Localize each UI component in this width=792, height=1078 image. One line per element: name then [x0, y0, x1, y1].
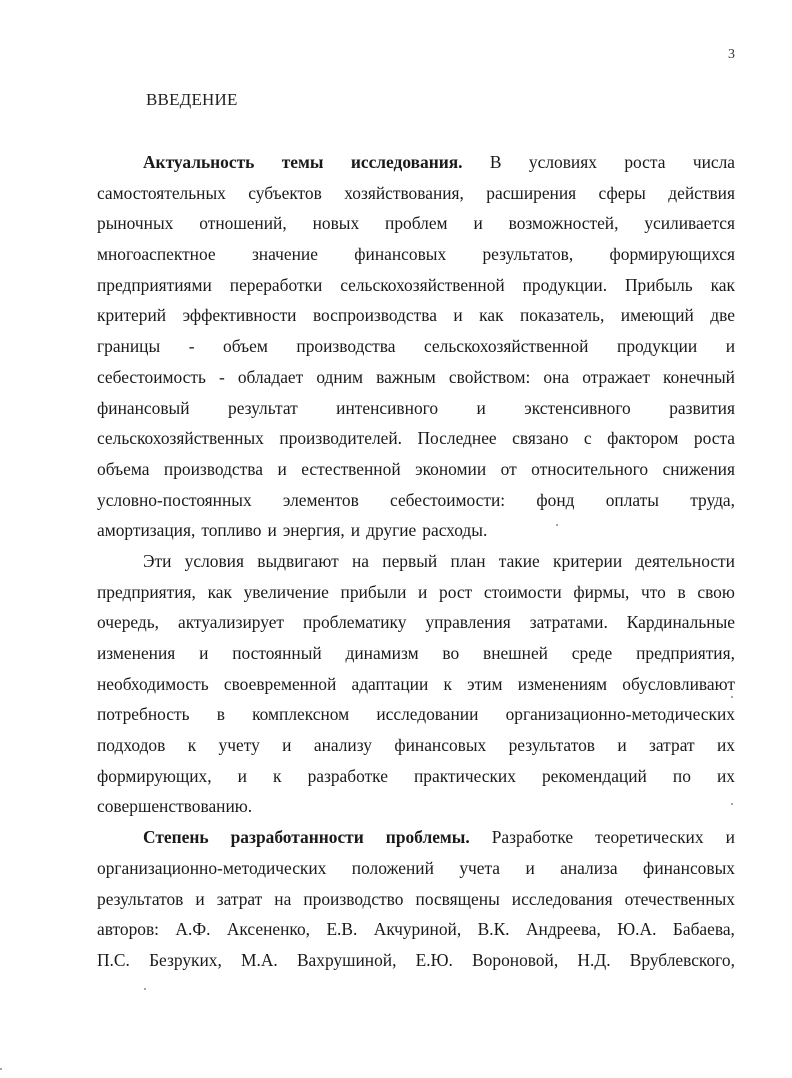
text-line: [97, 822, 735, 853]
word: финансовый: [97, 397, 190, 418]
word: роста: [693, 428, 735, 449]
word: важным: [376, 366, 436, 387]
word: и: [453, 305, 463, 326]
word: переработки: [229, 274, 323, 295]
word: П.С.: [97, 949, 130, 970]
word: многоаспектное: [97, 244, 216, 265]
word: как: [479, 305, 504, 326]
word: и: [473, 213, 483, 234]
word: и: [195, 888, 205, 909]
word: обладает: [237, 366, 304, 387]
word: что: [641, 581, 666, 602]
word: фонд: [536, 489, 575, 510]
word: как: [710, 274, 735, 295]
word: продукции.: [522, 274, 608, 295]
word: границы: [97, 336, 161, 357]
word: управления: [425, 612, 511, 633]
word: финансовых: [394, 735, 487, 756]
word: амортизация,: [97, 520, 196, 541]
word: производства: [163, 458, 263, 479]
word: проблем: [385, 213, 448, 234]
word: объем: [223, 336, 268, 357]
word: Кардинальные: [626, 612, 735, 633]
word: к: [187, 735, 197, 756]
word: обусловливают: [622, 673, 735, 694]
word: этим: [467, 673, 503, 694]
word: энергия,: [282, 520, 345, 541]
text-line: [97, 669, 735, 700]
word: Вахрушиной,: [296, 949, 397, 970]
word: такие: [498, 550, 540, 571]
word: исследовании: [376, 704, 479, 725]
word: рекомендаций: [541, 765, 647, 786]
word: к: [443, 673, 452, 694]
word: производителей.: [279, 428, 403, 449]
text-line: [97, 515, 735, 546]
document-body: [97, 147, 735, 976]
word: экстенсивного: [524, 397, 631, 418]
word: интенсивного: [336, 397, 439, 418]
word: совершенствованию.: [97, 796, 253, 817]
word: анализу: [313, 735, 372, 756]
word: прибыли: [340, 581, 407, 602]
word: и: [237, 765, 247, 786]
word: затрат: [216, 888, 263, 909]
word: затратами.: [529, 612, 608, 633]
word: воспроизводства: [312, 305, 437, 326]
word: результатов: [508, 735, 595, 756]
word: отражает: [582, 366, 650, 387]
text-line: [97, 239, 735, 270]
text-line: [97, 147, 735, 178]
word: во: [442, 643, 460, 663]
word: проблематику: [302, 612, 407, 633]
word: их: [716, 765, 735, 786]
word: Безруких,: [149, 949, 222, 970]
word: учета: [459, 857, 501, 878]
word: рост: [439, 581, 473, 602]
text-line: [97, 914, 735, 945]
word: отношений,: [199, 213, 287, 234]
word: Андреева,: [525, 919, 601, 940]
word: Е.Ю.: [415, 949, 453, 970]
bold-lead-word: проблемы.: [385, 827, 470, 848]
word: практических: [413, 765, 516, 786]
word: расширения: [486, 182, 577, 203]
word: критерии: [553, 550, 623, 571]
word: Акчуриной,: [373, 919, 462, 940]
word: Разработке: [491, 827, 574, 848]
word: М.А.: [241, 949, 278, 970]
word: числа: [692, 152, 735, 172]
word: Эти: [143, 550, 172, 571]
word: положений: [351, 857, 434, 878]
word: эффективности: [182, 305, 297, 326]
word: критерий: [97, 305, 167, 326]
word: фактором: [607, 428, 679, 449]
text-line: [97, 454, 735, 485]
word: постоянный: [232, 643, 322, 663]
word: конечный: [663, 366, 735, 387]
word: на: [274, 888, 292, 909]
word: хозяйствования,: [344, 182, 464, 203]
word: динамизм: [345, 643, 419, 663]
word: Н.Д.: [577, 949, 611, 970]
bold-lead-word: Актуальность: [143, 152, 255, 172]
word: одним: [316, 366, 364, 387]
word: самостоятельных: [97, 182, 226, 203]
word: стоимости: [483, 581, 562, 602]
section-heading: ВВЕДЕНИЕ: [146, 90, 238, 109]
word: по: [672, 765, 691, 786]
word: первый: [382, 550, 438, 571]
word: увеличение: [243, 581, 329, 602]
word: и: [476, 397, 486, 418]
paragraph: [97, 546, 735, 822]
text-line: [97, 761, 735, 792]
word: экономии: [415, 458, 487, 479]
word: внешней: [483, 643, 548, 663]
word: теоретических: [595, 827, 704, 848]
word: авторов:: [97, 919, 159, 940]
text-line: [97, 638, 735, 669]
word: рыночных: [97, 213, 174, 234]
word: организационно-методических: [97, 857, 327, 878]
word: с: [583, 428, 592, 449]
word: Врублевского,: [629, 949, 735, 970]
word: производство: [303, 888, 404, 909]
word: формирующих,: [97, 765, 212, 786]
text-line: [97, 546, 735, 577]
word: их: [716, 735, 735, 756]
word: имеющий: [620, 305, 694, 326]
word: оплаты: [605, 489, 659, 510]
word: в: [216, 704, 225, 725]
scan-artifact: [144, 988, 146, 990]
text-line: [97, 699, 735, 730]
page-number: 3: [728, 47, 735, 62]
word: и: [282, 735, 292, 756]
word: связано: [512, 428, 569, 449]
word: выдвигают: [257, 550, 339, 571]
word: Прибыль: [624, 274, 693, 295]
word: и: [725, 336, 735, 357]
word: Вороновой,: [472, 949, 559, 970]
word: предприятия,: [636, 643, 735, 663]
word: значение: [251, 244, 318, 265]
word: и: [725, 827, 735, 848]
text-line: [97, 300, 735, 331]
word: А.Ф.: [175, 919, 211, 940]
text-line: [97, 362, 735, 393]
word: в: [677, 581, 686, 602]
text-line: [97, 791, 735, 822]
word: отечественных: [624, 888, 735, 909]
word: В: [489, 152, 502, 172]
word: организационно-методических: [505, 704, 735, 725]
word: очередь,: [97, 612, 160, 633]
word: новых: [312, 213, 360, 234]
word: и: [199, 643, 209, 663]
word: условия: [184, 550, 244, 571]
word: результат: [228, 397, 298, 418]
text-line: [97, 423, 735, 454]
word: Е.В.: [326, 919, 358, 940]
word: показатель,: [520, 305, 605, 326]
word: и: [418, 581, 428, 602]
word: своевременной: [223, 673, 337, 694]
word: -: [188, 336, 195, 357]
word: сферы: [598, 182, 646, 203]
word: деятельности: [635, 550, 735, 571]
word: необходимость: [97, 673, 209, 694]
word: Последнее: [417, 428, 497, 449]
text-line: [97, 393, 735, 424]
word: действия: [668, 182, 735, 203]
word: она: [543, 366, 570, 387]
word: комплексном: [252, 704, 350, 725]
word: и: [525, 857, 535, 878]
word: развития: [669, 397, 735, 418]
word: от: [500, 458, 517, 479]
text-line: [97, 884, 735, 915]
word: потребность: [97, 704, 190, 725]
word: расходы.: [422, 520, 488, 541]
word: топливо: [201, 520, 262, 541]
word: свойством:: [448, 366, 531, 387]
word: роста: [624, 152, 666, 172]
word: адаптации: [351, 673, 429, 694]
word: актуализирует: [177, 612, 285, 633]
text-line: [97, 607, 735, 638]
word: финансовых: [354, 244, 447, 265]
word: продукции: [617, 336, 698, 357]
word: сельскохозяйственной: [424, 336, 589, 357]
word: результатов,: [482, 244, 574, 265]
word: анализа: [560, 857, 618, 878]
word: учету: [218, 735, 260, 756]
word: фирмы,: [573, 581, 630, 602]
word: две: [710, 305, 735, 326]
word: изменениям: [517, 673, 608, 694]
word: условно-постоянных: [97, 489, 252, 510]
word: как: [207, 581, 232, 602]
word: и: [267, 520, 277, 541]
word: снижения: [662, 458, 735, 479]
text-line: [97, 730, 735, 761]
word: формирующихся: [609, 244, 735, 265]
word: и: [350, 520, 361, 541]
text-line: [97, 577, 735, 608]
word: условиях: [528, 152, 597, 172]
word: подходов: [97, 735, 166, 756]
word: и: [277, 458, 287, 479]
word: себестоимости:: [390, 489, 506, 510]
word: Ю.А.: [617, 919, 657, 940]
bold-lead-word: разработанности: [230, 827, 364, 848]
word: предприятиями: [97, 274, 212, 295]
text-line: [97, 485, 735, 516]
word: возможностей,: [508, 213, 619, 234]
word: сельскохозяйственной: [340, 274, 505, 295]
word: исследования: [511, 888, 613, 909]
word: изменения: [97, 643, 176, 663]
word: к: [273, 765, 282, 786]
word: посвящены: [415, 888, 500, 909]
word: элементов: [282, 489, 359, 510]
word: В.К.: [477, 919, 510, 940]
scan-artifact: [731, 803, 733, 805]
bold-lead-word: Степень: [143, 827, 209, 848]
word: относительного: [531, 458, 649, 479]
word: план: [450, 550, 486, 571]
text-line: [97, 331, 735, 362]
text-line: [97, 945, 735, 976]
scan-artifact: [731, 696, 733, 698]
word: себестоимость: [97, 366, 206, 387]
word: субъектов: [248, 182, 322, 203]
word: естественной: [301, 458, 401, 479]
word: производства: [296, 336, 396, 357]
text-line: [97, 208, 735, 239]
word: на: [351, 550, 370, 571]
text-line: [97, 270, 735, 301]
scan-artifact: [556, 524, 558, 526]
word: труда,: [690, 489, 735, 510]
word: другие: [366, 520, 417, 541]
word: усиливается: [644, 213, 735, 234]
word: финансовых: [643, 857, 735, 878]
word: объема: [97, 458, 150, 479]
word: затрат: [649, 735, 695, 756]
paragraph: [97, 822, 735, 975]
scan-artifact: [0, 1068, 2, 1070]
word: Бабаева,: [672, 919, 735, 940]
word: среде: [571, 643, 613, 663]
word: предприятия,: [97, 581, 196, 602]
word: -: [218, 366, 225, 387]
word: разработке: [307, 765, 388, 786]
text-line: [97, 178, 735, 209]
bold-lead-word: темы: [281, 152, 324, 172]
word: и: [617, 735, 627, 756]
paragraph: [97, 147, 735, 546]
bold-lead-word: исследования.: [350, 152, 463, 172]
word: свою: [697, 581, 735, 602]
word: результатов: [97, 888, 184, 909]
text-line: [97, 853, 735, 884]
word: сельскохозяйственных: [97, 428, 264, 449]
word: Аксененко,: [226, 919, 311, 940]
